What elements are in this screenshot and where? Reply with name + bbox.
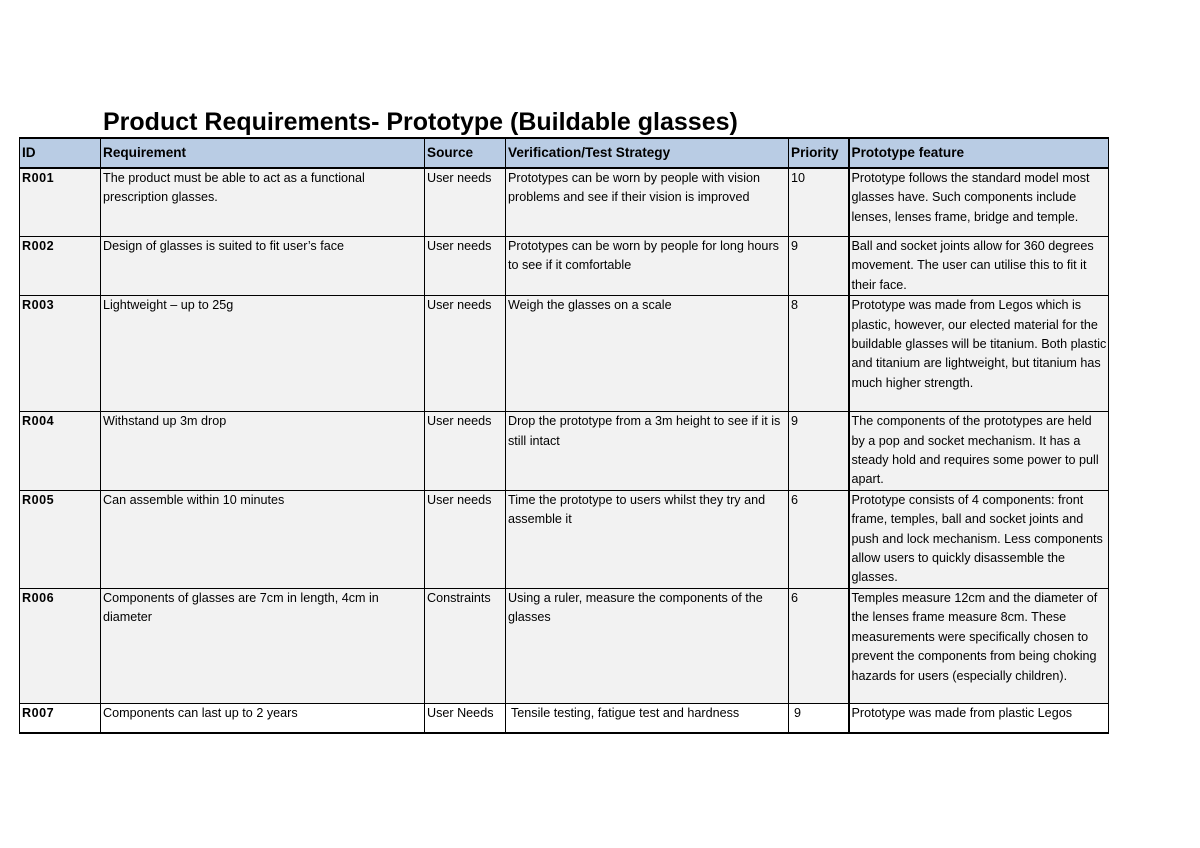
table-row: [20, 703, 1109, 733]
cell-source: User needs: [425, 296, 506, 412]
cell-feature: The components of the prototypes are held by a pop and socket mechanism. It has a steady hold and requires some power to pull apart.: [849, 412, 1109, 491]
cell-feature: Prototype consists of 4 components: front frame, temples, ball and socket joints and push and lock mechanism. Less components allow users to quickly disassemble the glasses.: [849, 490, 1109, 588]
requirements-table: [19, 137, 1109, 734]
cell-id: R003: [20, 296, 101, 412]
cell-requirement: Components of glasses are 7cm in length, 4cm in diameter: [101, 588, 425, 703]
cell-priority: 6: [789, 588, 849, 703]
cell-requirement: Design of glasses is suited to fit user’s face: [101, 237, 425, 296]
header-verification: Verification/Test Strategy: [506, 138, 789, 168]
cell-source: User needs: [425, 490, 506, 588]
cell-priority: 8: [789, 296, 849, 412]
cell-verification: Drop the prototype from a 3m height to see if it is still intact: [506, 412, 789, 491]
header-feature: Prototype feature: [849, 138, 1109, 168]
cell-id: R007: [20, 703, 101, 733]
cell-feature: Prototype was made from plastic Legos: [849, 703, 1109, 733]
cell-requirement: Withstand up 3m drop: [101, 412, 425, 491]
table-row: [20, 168, 1109, 237]
cell-priority: 9: [789, 703, 849, 733]
cell-requirement: Lightweight – up to 25g: [101, 296, 425, 412]
cell-source: User needs: [425, 237, 506, 296]
cell-verification: Weigh the glasses on a scale: [506, 296, 789, 412]
cell-id: R001: [20, 168, 101, 237]
cell-requirement: The product must be able to act as a functional prescription glasses.: [101, 168, 425, 237]
table-row: [20, 588, 1109, 703]
header-source: Source: [425, 138, 506, 168]
cell-feature: Prototype follows the standard model most glasses have. Such components include lenses, lenses frame, bridge and temple.: [849, 168, 1109, 237]
header-priority: Priority: [789, 138, 849, 168]
table-header-row: [20, 138, 1109, 168]
cell-feature: Ball and socket joints allow for 360 degrees movement. The user can utilise this to fit it their face.: [849, 237, 1109, 296]
cell-source: Constraints: [425, 588, 506, 703]
cell-verification: Prototypes can be worn by people for long hours to see if it comfortable: [506, 237, 789, 296]
header-id: ID: [20, 138, 101, 168]
cell-requirement: Components can last up to 2 years: [101, 703, 425, 733]
page-title: Product Requirements- Prototype (Buildable glasses): [103, 108, 738, 136]
cell-source: User Needs: [425, 703, 506, 733]
cell-priority: 6: [789, 490, 849, 588]
cell-id: R005: [20, 490, 101, 588]
cell-source: User needs: [425, 168, 506, 237]
cell-feature: Temples measure 12cm and the diameter of the lenses frame measure 8cm. These measurements were specifically chosen to prevent the components from being choking hazards for users (especially children).: [849, 588, 1109, 703]
cell-verification: Using a ruler, measure the components of the glasses: [506, 588, 789, 703]
cell-verification: Tensile testing, fatigue test and hardness: [506, 703, 789, 733]
table-row: [20, 490, 1109, 588]
table-row: [20, 237, 1109, 296]
cell-id: R004: [20, 412, 101, 491]
table-row: [20, 296, 1109, 412]
table-row: [20, 412, 1109, 491]
cell-feature: Prototype was made from Legos which is plastic, however, our elected material for the buildable glasses will be titanium. Both plastic and titanium are lightweight, but titanium has much higher strength.: [849, 296, 1109, 412]
cell-requirement: Can assemble within 10 minutes: [101, 490, 425, 588]
cell-verification: Time the prototype to users whilst they try and assemble it: [506, 490, 789, 588]
cell-id: R002: [20, 237, 101, 296]
cell-priority: 9: [789, 412, 849, 491]
cell-priority: 10: [789, 168, 849, 237]
cell-verification: Prototypes can be worn by people with vision problems and see if their vision is improved: [506, 168, 789, 237]
cell-source: User needs: [425, 412, 506, 491]
cell-priority: 9: [789, 237, 849, 296]
cell-id: R006: [20, 588, 101, 703]
header-requirement: Requirement: [101, 138, 425, 168]
